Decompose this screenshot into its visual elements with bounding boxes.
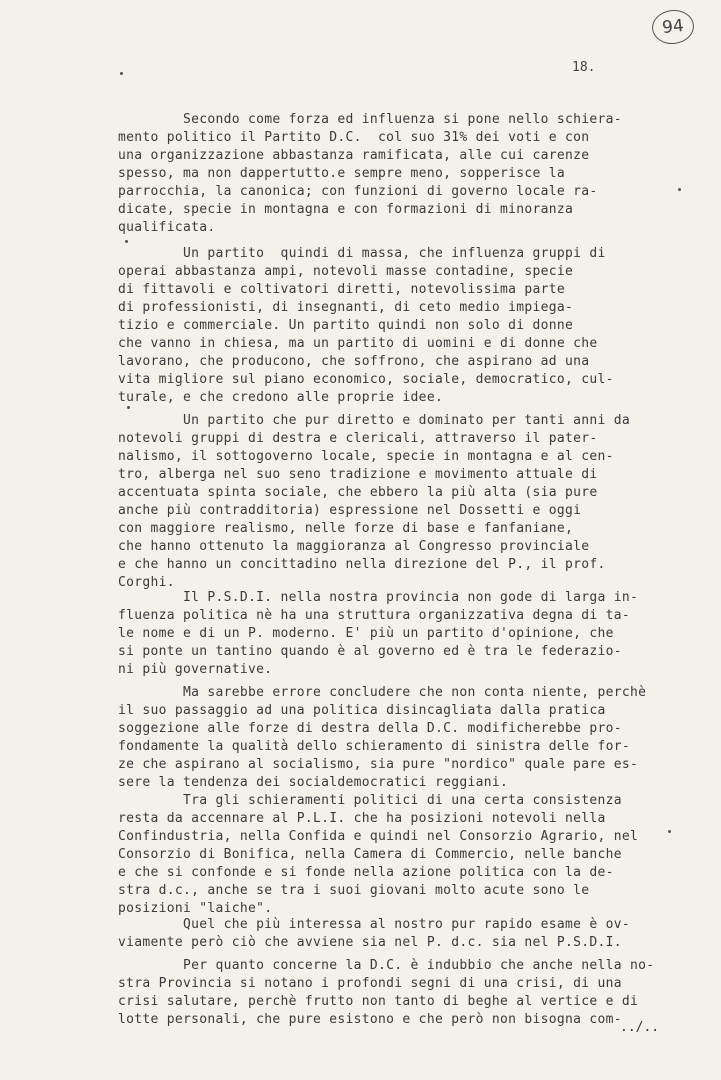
paragraph-mass-party: [118, 245, 678, 425]
text-line: Ma sarebbe errore concludere che non conta niente, perchè: [118, 685, 647, 700]
text-line: di fittavoli e coltivatori diretti, notevolissima parte: [118, 282, 565, 297]
text-line: Un partito quindi di massa, che influenza gruppi di: [118, 246, 606, 261]
text-line: crisi salutare, perchè frutto non tanto di beghe al vertice e di: [118, 994, 639, 1009]
text-line: qualificata.: [118, 220, 216, 235]
text-line: fondamente la qualità dello schieramento di sinistra delle for-: [118, 739, 630, 754]
text-line: mento politico il Partito D.C. col suo 31% dei voti e con: [118, 130, 590, 145]
text-line: parrocchia, la canonica; con funzioni di governo locale ra-: [118, 184, 598, 199]
text-line: notevoli gruppi di destra e clericali, attraverso il pater-: [118, 431, 598, 446]
text-line: turale, e che credono alle proprie idee.: [118, 390, 444, 405]
text-line: Per quanto concerne la D.C. è indubbio che anche nella no-: [118, 958, 655, 973]
text-line: le nome e di un P. moderno. E' più un partito d'opinione, che: [118, 626, 614, 641]
text-line: ni più governative.: [118, 662, 273, 677]
paragraph-psdi: [118, 589, 678, 679]
text-line: che vanno in chiesa, ma un partito di uomini e di donne che: [118, 336, 598, 351]
text-line: con maggiore realismo, nelle forze di base e fanfaniane,: [118, 521, 574, 536]
text-line: anche più contradditoria) espressione nel Dossetti e oggi: [118, 503, 582, 518]
text-line: stra Provincia si notano i profondi segni di una crisi, di una: [118, 976, 622, 991]
paragraph-dc-intro: [118, 111, 678, 237]
text-line: che hanno ottenuto la maggioranza al Congresso provinciale: [118, 539, 590, 554]
text-line: Confindustria, nella Confida e quindi nel Consorzio Agrario, nel: [118, 829, 639, 844]
page-number: 18.: [572, 60, 596, 75]
text-line: lavorano, che producono, che soffrono, che aspirano ad una: [118, 354, 590, 369]
ink-speck: [120, 72, 123, 75]
text-line: Tra gli schieramenti politici di una certa consistenza: [118, 793, 622, 808]
text-line: nalismo, il sottogoverno locale, specie in montagna e al cen-: [118, 449, 614, 464]
text-line: tizio e commerciale. Un partito quindi non solo di donne: [118, 318, 574, 333]
paragraph-conclusion: [118, 684, 678, 792]
text-line: stra d.c., anche se tra i suoi giovani molto acute sono le: [118, 883, 590, 898]
text-line: resta da accennare al P.L.I. che ha posizioni notevoli nella: [118, 811, 606, 826]
text-line: posizioni "laiche".: [118, 901, 273, 916]
text-line: lotte personali, che pure esistono e che però non bisogna com-: [118, 1012, 622, 1027]
paragraph-right-groups: [118, 412, 678, 592]
text-line: di professionisti, di insegnanti, di ceto medio impiega-: [118, 300, 574, 315]
ink-speck: [125, 240, 128, 243]
text-line: fluenza politica nè ha una struttura organizzativa degna di ta-: [118, 608, 630, 623]
text-line: dicate, specie in montagna e con formazioni di minoranza: [118, 202, 574, 217]
page-stamp: 94: [650, 8, 695, 46]
text-line: e che hanno un concittadino nella direzione del P., il prof.: [118, 557, 606, 572]
text-line: il suo passaggio ad una politica disincagliata dalla pratica: [118, 703, 606, 718]
paragraph-dc-crisis: [118, 957, 678, 1029]
text-line: viamente però ciò che avviene sia nel P. d.c. sia nel P.S.D.I.: [118, 935, 622, 950]
text-line: Corghi.: [118, 575, 175, 590]
text-line: e che si confonde e si fonde nella azione politica con la de-: [118, 865, 614, 880]
text-line: Quel che più interessa al nostro pur rapido esame è ov-: [118, 917, 630, 932]
text-line: Consorzio di Bonifica, nella Camera di Commercio, nelle banche: [118, 847, 622, 862]
text-line: si ponte un tantino quando è al governo ed è tra le federazio-: [118, 644, 622, 659]
text-line: operai abbastanza ampi, notevoli masse contadine, specie: [118, 264, 574, 279]
text-line: tro, alberga nel suo seno tradizione e movimento attuale di: [118, 467, 598, 482]
text-line: ze che aspirano al socialismo, sia pure "nordico" quale pare es-: [118, 757, 639, 772]
text-line: soggezione alle forze di destra della D.C. modificherebbe pro-: [118, 721, 622, 736]
text-line: una organizzazione abbastanza ramificata, alle cui carenze: [118, 148, 590, 163]
text-line: sere la tendenza dei socialdemocratici reggiani.: [118, 775, 509, 790]
text-line: spesso, ma non dappertutto.e sempre meno, sopperisce la: [118, 166, 565, 181]
ink-speck: [678, 188, 681, 191]
continued-marker: ../..: [620, 1020, 660, 1035]
paragraph-interest: [118, 916, 678, 952]
paragraph-pli: [118, 792, 678, 918]
text-line: Secondo come forza ed influenza si pone nello schiera-: [118, 112, 622, 127]
text-line: Il P.S.D.I. nella nostra provincia non gode di larga in-: [118, 590, 639, 605]
text-line: vita migliore sul piano economico, sociale, democratico, cul-: [118, 372, 614, 387]
text-line: Un partito che pur diretto e dominato per tanti anni da: [118, 413, 630, 428]
text-line: accentuata spinta sociale, che ebbero la più alta (sia pure: [118, 485, 598, 500]
